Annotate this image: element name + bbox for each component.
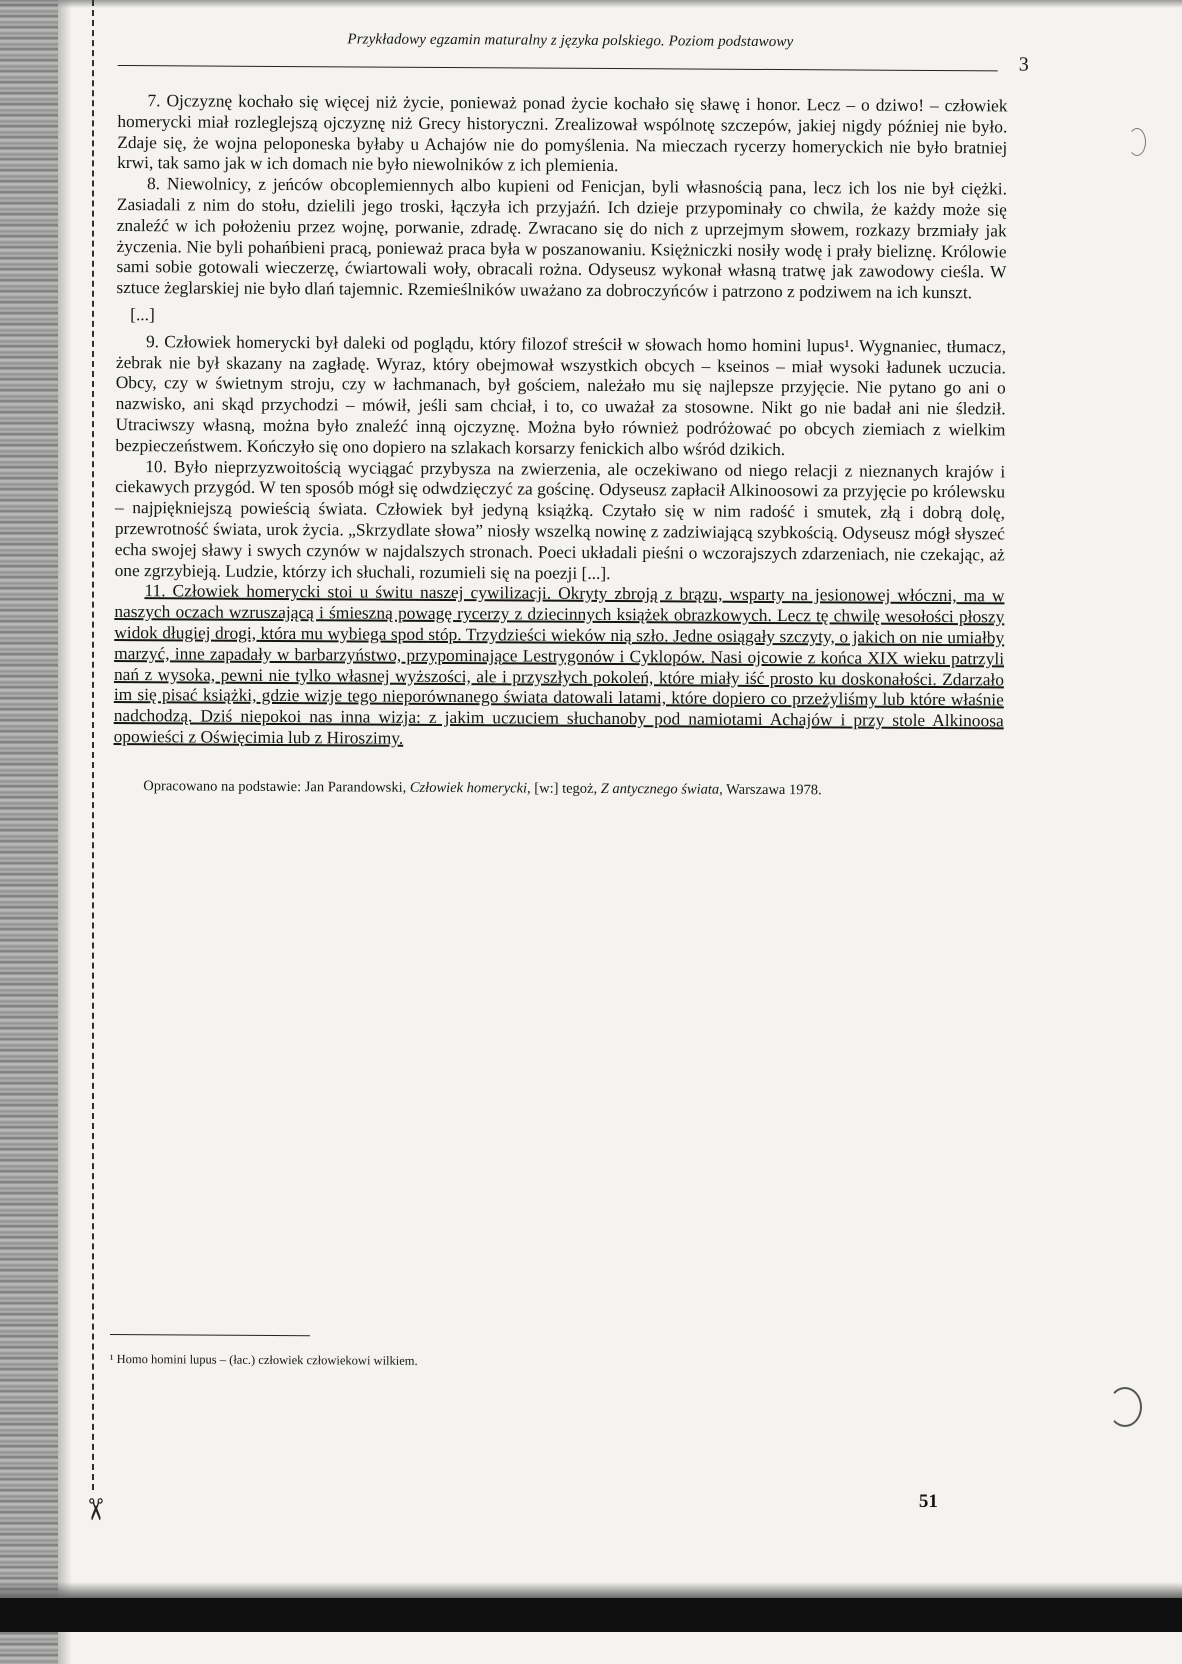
citation-title-1: Człowiek homerycki	[409, 779, 528, 797]
bleed-through-circle	[1108, 1387, 1142, 1427]
footnote-rule	[110, 1334, 310, 1336]
citation-prefix: Opracowano na podstawie: Jan Parandowski,	[143, 777, 410, 796]
cut-line	[92, 0, 94, 1490]
page-header-title: Przykładowy egzamin maturalny z języka polskiego. Poziom podstawowy	[347, 31, 794, 51]
paragraph-8: 8. Niewolnicy, z jeńców obcoplemiennych albo kupieni od Fenicjan, byli własnością pana, lecz ich los nie był ciężki. Zasiadali z nim do stołu, dzielili jego troski, łączyła ich przyjaźń. Ich dzieje przypominały co chwila, że każdy może się znaleźć w ich położeniu przez wojnę, porwanie, zdradę. Zwracano się do nich z uprzejmym słowem, rozkazy brzmiały jak życzenia. Nie byli pohańbieni pracą, ponieważ praca była w poszanowaniu. Księżniczki nosiły wodę i prały bieliznę. Królowie sami sobie gotowali wieczerzę, ćwiartowali woły, obracali rożna. Odyseusz wykonał własną tratwę jak zawodowy cieśla. W sztuce żeglarskiej nie było dlań tajemnic. Rzemieślników uważano za dobroczyńców i patrzono z podziwem na ich kunszt.	[116, 173, 1008, 303]
header-rule	[118, 65, 998, 71]
page-number-bottom: 51	[918, 1490, 939, 1513]
bleed-through-mark	[1128, 128, 1146, 156]
scissors-icon: ✂	[77, 1496, 113, 1523]
paragraph-9: 9. Człowiek homerycki był daleki od poglądu, który filozof streścił w słowach homo homini lupus¹. Wygnaniec, tłumacz, żebrak nie był skazany na zagładę. Wyraz, który obejmował wszystkich obcych – kseinos – miał wysoki ładunek uczucia. Obcy, czy w świetnym stroju, czy w łachmanach, był gościem, należało mu się najlepsze przyjęcie. Nie pytano go ani o nazwisko, ani skąd przychodzi – mówił, jeśli sam chciał, i to, co uważał za stosowne. Nikt go nie badał ani nie śledził. Utraciwszy własną, można było znaleźć inną ojczyznę. Można było również podróżować po obcych ziemiach z wielkim bezpieczeństwem. Kończyło się ono dopiero na szlakach korsarzy fenickich albo wśród dzikich.	[115, 330, 1007, 459]
scan-bottom-band	[0, 1598, 1182, 1632]
citation-suffix: , Warszawa 1978.	[719, 781, 822, 799]
footnote: ¹ Homo homini lupus – (łac.) człowiek człowiekowi wilkiem.	[109, 1351, 418, 1368]
citation-middle: , [w:] tegoż,	[527, 780, 601, 797]
source-citation	[113, 777, 1018, 801]
paragraph-11: 11. Człowiek homerycki stoi u świtu naszej cywilizacji. Okryty zbroją z brązu, wsparty na jesionowej włóczni, ma w naszych oczach wzruszającą i śmieszną powagę rycerzy z dziecinnych książek obrazkowych. Lecz tę chwilę wesołości płoszy widok długiej drogi, która mu wybiega spod stóp. Trzydzieści wieków nią szło. Jedne osiągały szczyty, o jakich on nie umiałby marzyć, inne zapadały w barbarzyństwo, przypominające Lestrygonów i Cyklopów. Nasi ojcowie z końca XIX wieku patrzyli nań z wysoka, pewni nie tylko własnej wyższości, ale i przyszłych pokoleń, które miały iść prosto ku doskonałości. Zdarzało im się pisać książki, gdzie wizje tego nieporównanego świata datowali latami, które dopiero co przeżyliśmy lub które właśnie nadchodzą. Dziś niepokoi nas inna wizja: z jakim uczuciem słuchanoby pod namiotami Achajów i przy stole Alkinoosa opowieści z Oświęcimia lub z Hiroszimy.	[113, 580, 1005, 748]
exam-page	[109, 18, 1029, 1513]
page-number-top: 3	[1018, 53, 1029, 76]
scan-top-shadow	[0, 0, 1182, 8]
omission-mark: [...]	[130, 304, 155, 325]
article-body	[114, 90, 1008, 752]
scan-left-edge	[0, 0, 58, 1664]
paragraph-7: 7. Ojczyznę kochało się więcej niż życie, ponieważ ponad życie kochało się sławę i honor. Lecz – o dziwo! – człowiek homerycki miał rozleglejszą ojczyznę niż Grecy historyczni. Zrealizował wspólnotę szczepów, jakiej nigdy później nie było. Zdaje się, że wojna peloponeska byłaby u Achajów nie do pomyślenia. Na mieczach rycerzy homeryckich nie było bratniej krwi, tak samo jak w ich domach nie było niewolników z ich plemienia.	[117, 90, 1008, 176]
citation-title-2: Z antycznego świata	[600, 780, 720, 798]
paragraph-10: 10. Było nieprzyzwoitością wyciągać przybysza na zwierzenia, ale oczekiwano od niego relacji z nieznanych krajów i ciekawych przygód. W ten sposób mógł się odwdzięczyć za gościnę. Odyseusz zapłacił Alkinoosowi za przyjęcie po królewsku – najpiękniejszą powieścią świata. Człowiek był jedyną książką. Czytało się w nim radość i smutek, złą i dobrą dolę, przewrotność świata, urok życia. „Skrzydlate słowa” niosły wszelką nowinę z zadziwiającą szybkością. Odyseusz mógł słyszeć echa swojej sławy i swych czynów w najdalszych stronach. Poeci układali pieśni o wczorajszych zdarzeniach, nie czekając, aż one zgrzybieją. Ludzie, którzy ich słuchali, rozumieli się na poezji [...].	[114, 455, 1006, 583]
scan-bottom-shadow	[0, 1582, 1182, 1598]
